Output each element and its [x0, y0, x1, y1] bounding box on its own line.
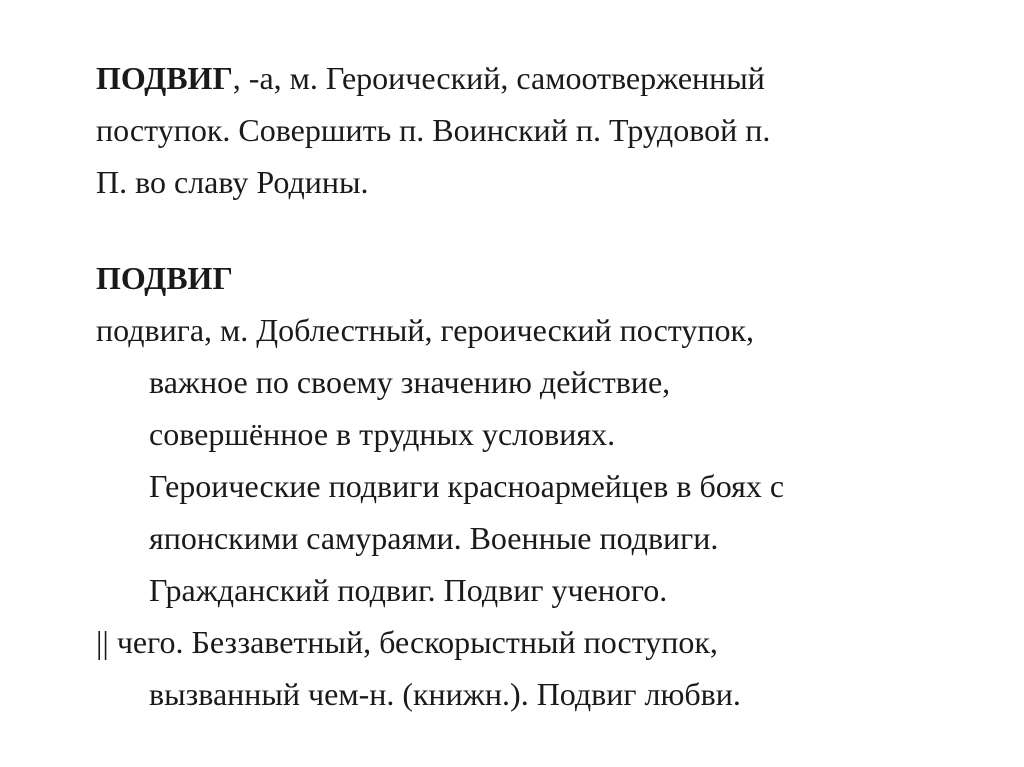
entry1-line-3: П. во славу Родины.: [96, 164, 369, 200]
entry2-line-1: подвига, м. Доблестный, героический поступок,: [96, 312, 754, 348]
entry1-line-2: поступок. Совершить п. Воинский п. Трудовой п.: [96, 112, 771, 148]
entry1-line-1: [96, 52, 956, 104]
entry1-definition-start: , -а, м. Героический, самоотверженный: [232, 60, 765, 96]
entry2-line-4: Героические подвиги красноармейцев в боях с: [149, 468, 785, 504]
entry2-headword: ПОДВИГ: [96, 260, 233, 296]
entry1-headword: ПОДВИГ: [96, 60, 233, 96]
dictionary-entry-2: [96, 252, 976, 720]
entry2-line-7: || чего. Беззаветный, бескорыстный поступок,: [96, 624, 718, 660]
entry2-line-2: важное по своему значению действие,: [149, 364, 671, 400]
entry2-line-6: Гражданский подвиг. Подвиг ученого.: [149, 572, 668, 608]
entry2-line-3: совершённое в трудных условиях.: [149, 416, 616, 452]
dictionary-entry-1: [96, 52, 956, 208]
entry2-line-8: вызванный чем-н. (книжн.). Подвиг любви.: [149, 676, 741, 712]
entry2-line-5: японскими самураями. Военные подвиги.: [149, 520, 719, 556]
